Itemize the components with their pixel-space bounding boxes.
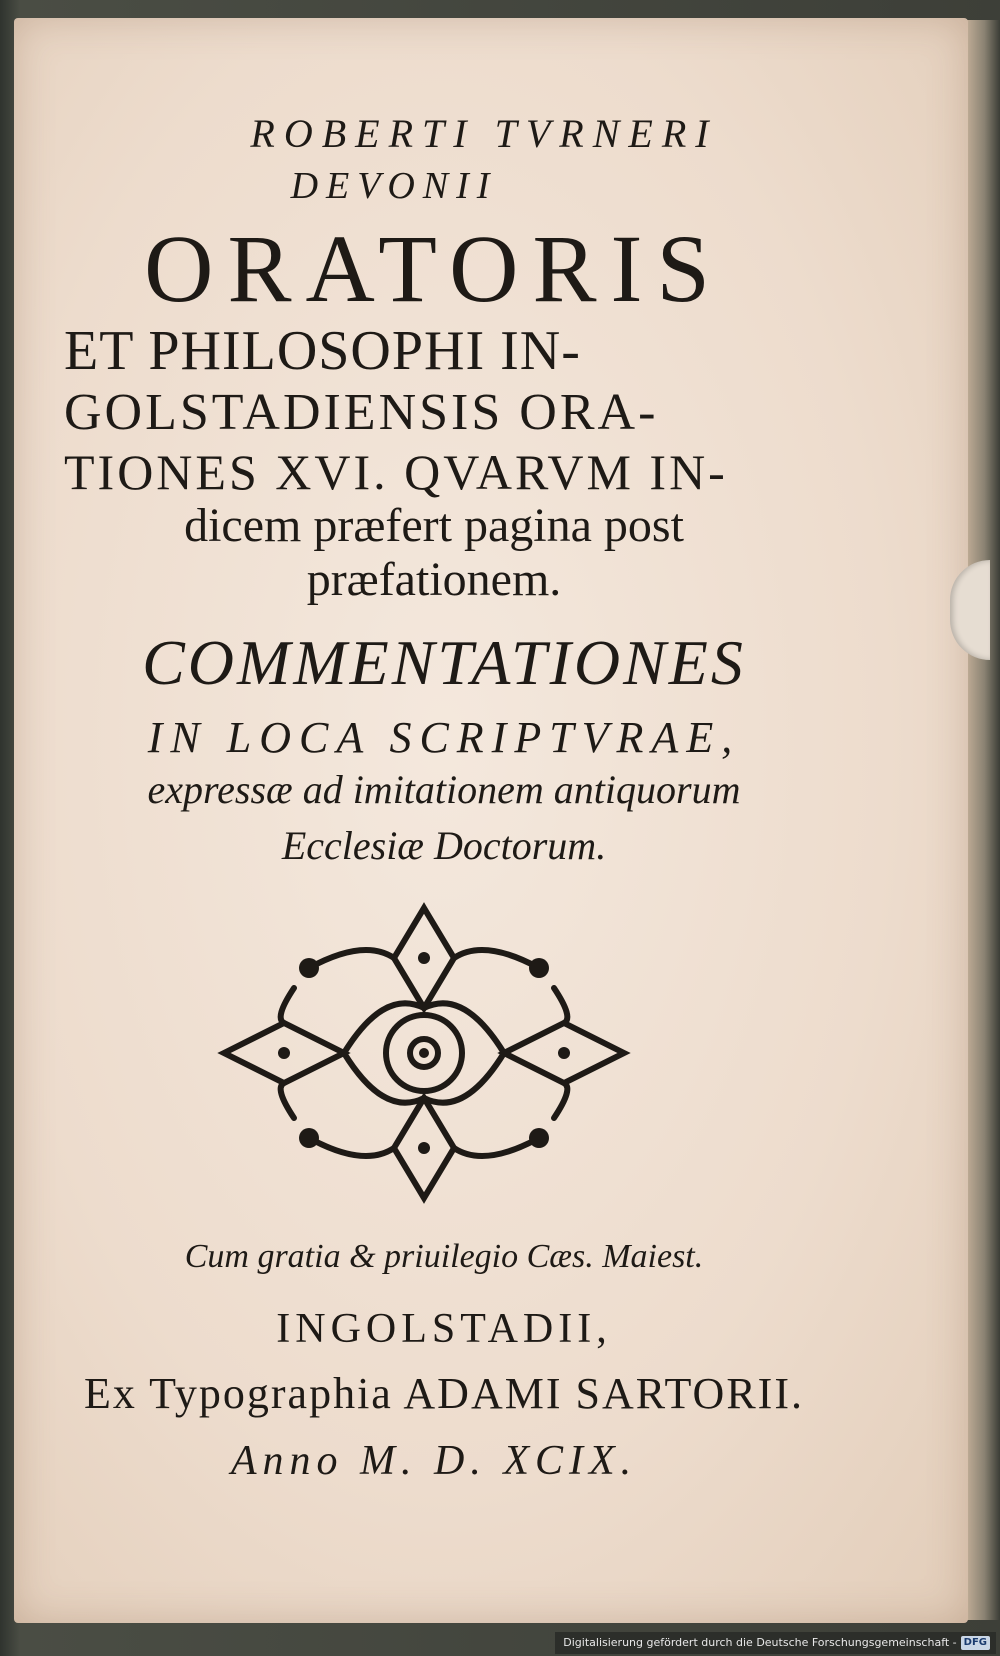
title-line-5: dicem præfert pagina post xyxy=(184,499,684,552)
title-line-3: GOLSTADIENSIS ORA- xyxy=(64,384,659,441)
title-line-4: TIONES XVI. QVARVM IN- xyxy=(64,444,728,500)
digitization-footer xyxy=(555,1632,996,1654)
subtitle-line-4: Ecclesiæ Doctorum. xyxy=(281,823,607,868)
author-line: ROBERTI TVRNERI xyxy=(250,111,718,156)
ornament-icon xyxy=(214,898,634,1208)
printer-line: Ex Typographia ADAMI SARTORII. xyxy=(84,1369,804,1418)
subtitle-line-2: IN LOCA SCRIPTVRAE, xyxy=(147,713,741,762)
footer-credit: Digitalisierung gefördert durch die Deutsche Forschungsgemeinschaft - xyxy=(563,1636,957,1649)
origin-line: DEVONII xyxy=(290,165,498,207)
subtitle-line-3: expressæ ad imitationem antiquorum xyxy=(147,767,741,812)
year-line: Anno M. D. XCIX. xyxy=(230,1438,638,1484)
title-page xyxy=(14,18,968,1623)
place-line: INGOLSTADII, xyxy=(276,1306,612,1352)
title-line-2: ET PHILOSOPHI IN- xyxy=(64,320,581,382)
subtitle: COMMENTATIONES xyxy=(142,627,746,698)
dfg-logo-icon: DFG xyxy=(961,1636,990,1650)
heading-large: ORATORIS xyxy=(144,215,724,322)
privilege-line: Cum gratia & priuilegio Cæs. Maiest. xyxy=(184,1238,704,1275)
title-line-6: præfationem. xyxy=(306,553,562,606)
